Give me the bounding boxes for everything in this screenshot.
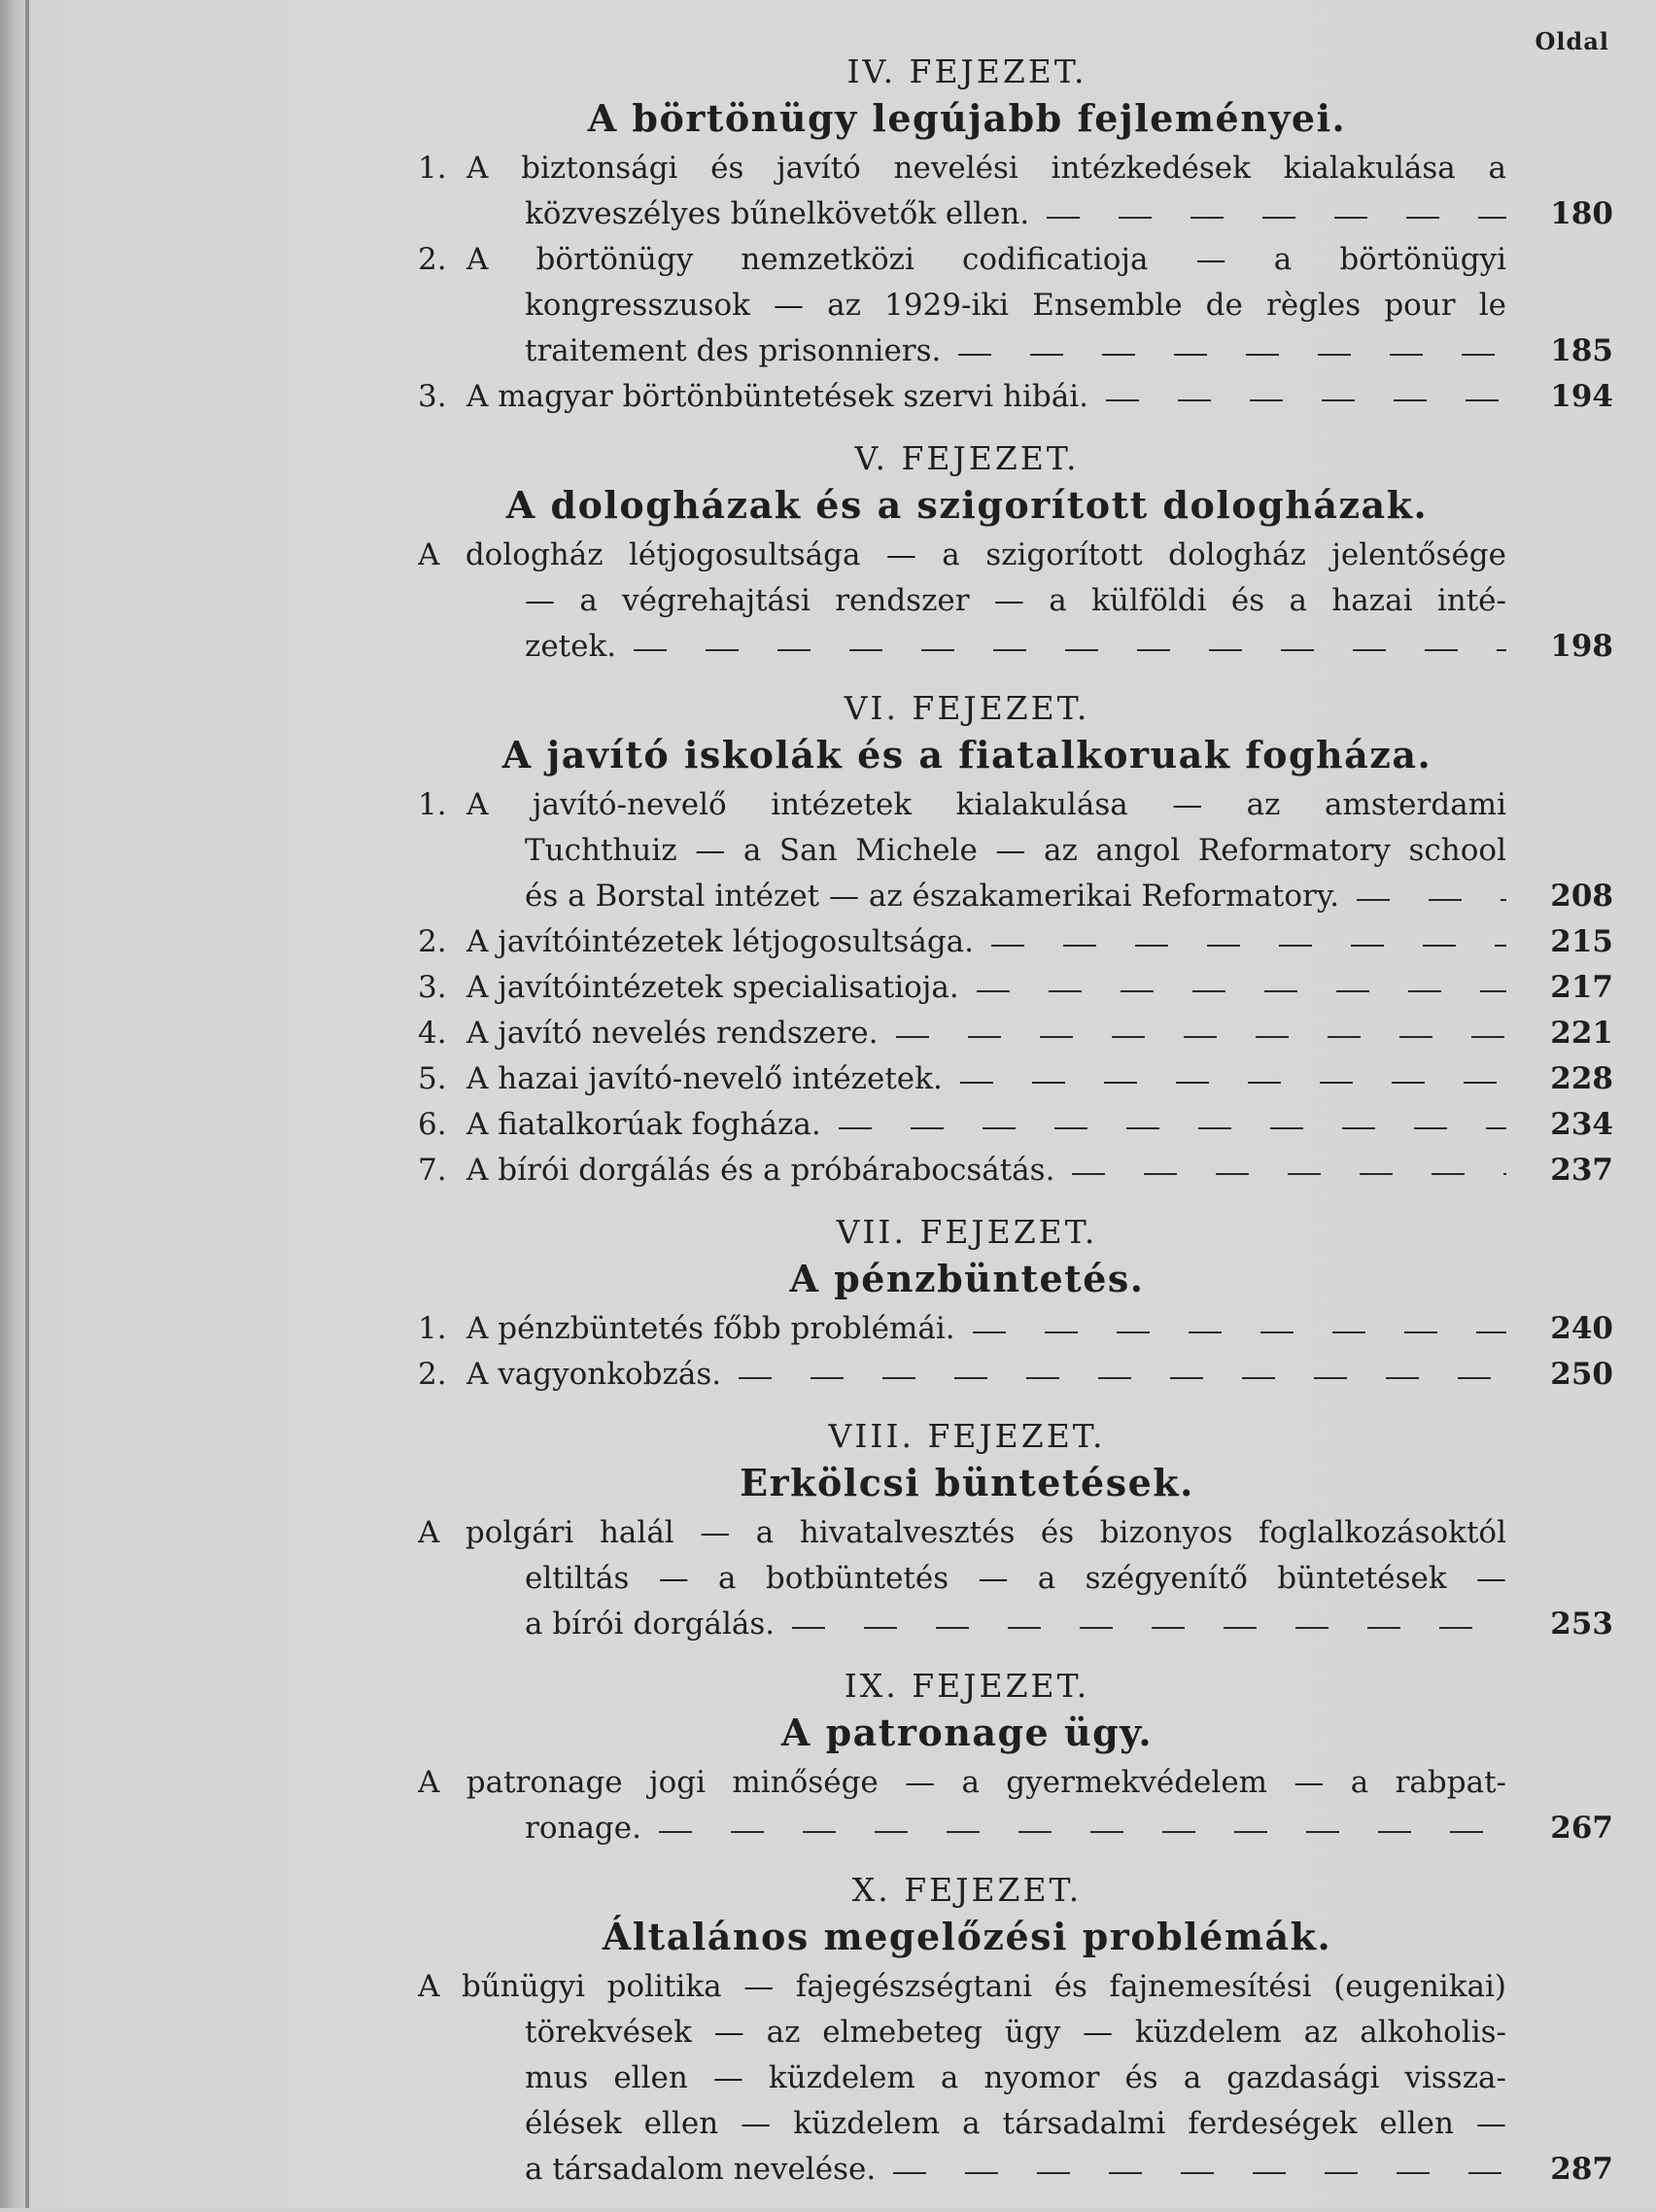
toc-entry-line bbox=[418, 1102, 1506, 1148]
entry-text: ronage. bbox=[525, 1811, 641, 1846]
page-number: 234 bbox=[1550, 1107, 1613, 1142]
page-number: 208 bbox=[1550, 879, 1613, 914]
entry-number: 1. bbox=[418, 151, 447, 186]
chapter-number: V. FEJEZET. bbox=[854, 439, 1080, 477]
dash-leader bbox=[896, 1036, 1506, 1038]
entry-text: a bírói dorgálás. bbox=[525, 1607, 776, 1642]
chapter-number: VIII. FEJEZET. bbox=[828, 1417, 1106, 1455]
toc-entry[interactable] bbox=[418, 1148, 1613, 1193]
chapter-section bbox=[418, 689, 1613, 1193]
page-number: 228 bbox=[1550, 1061, 1613, 1096]
dash-leader bbox=[991, 945, 1506, 947]
book-spine bbox=[25, 0, 29, 2208]
page-column-header: Oldal bbox=[1535, 27, 1609, 55]
entry-number: 2. bbox=[418, 1357, 447, 1392]
chapter-section bbox=[418, 52, 1613, 420]
toc-entry-line bbox=[418, 1760, 1506, 1806]
entry-text: mus ellen — küzdelem a nyomor és a gazdasági vissza- bbox=[525, 2060, 1506, 2095]
toc-entry-line bbox=[418, 237, 1506, 283]
dash-leader bbox=[1072, 1173, 1506, 1175]
chapter-number: VII. FEJEZET. bbox=[836, 1213, 1098, 1251]
entry-text: A javítóintézetek létjogosultsága. bbox=[466, 924, 975, 959]
toc-entry[interactable] bbox=[418, 1011, 1613, 1056]
toc-entry-line bbox=[418, 1306, 1506, 1352]
toc-entry-line bbox=[418, 1964, 1506, 2010]
chapter-title: Általános megelőzési problémák. bbox=[602, 1915, 1332, 1958]
chapter-title: A patronage ügy. bbox=[780, 1711, 1154, 1754]
entry-text: zetek. bbox=[525, 629, 617, 664]
chapter-section bbox=[418, 1417, 1613, 1647]
toc-entry-line bbox=[418, 283, 1506, 328]
toc-entry-line bbox=[418, 1011, 1506, 1056]
page-number: 215 bbox=[1550, 924, 1613, 959]
entry-number: 3. bbox=[418, 379, 447, 414]
entry-number: 3. bbox=[418, 970, 447, 1005]
dash-leader bbox=[977, 990, 1506, 992]
entry-number: 2. bbox=[418, 924, 447, 959]
entry-text: Tuchthuiz — a San Michele — az angol Reformatory school bbox=[525, 833, 1506, 868]
toc-entry[interactable] bbox=[418, 919, 1613, 965]
entry-text: A dologház létjogosultsága — a szigorított dologház jelentősége bbox=[418, 537, 1506, 572]
toc-entry-line bbox=[418, 191, 1506, 237]
entry-text: A bírói dorgálás és a próbárabocsátás. bbox=[466, 1153, 1055, 1188]
chapter-section bbox=[418, 1667, 1613, 1851]
toc-entry-line bbox=[418, 1510, 1506, 1556]
toc-entry[interactable] bbox=[418, 1056, 1613, 1102]
toc-entry[interactable] bbox=[418, 1102, 1613, 1148]
dash-leader bbox=[1357, 899, 1506, 901]
chapter-title: Erkölcsi büntetések. bbox=[740, 1461, 1194, 1504]
toc-entry[interactable] bbox=[418, 965, 1613, 1011]
entry-number: 4. bbox=[418, 1016, 447, 1051]
dash-leader bbox=[839, 1127, 1506, 1129]
page-number: 198 bbox=[1550, 629, 1613, 664]
page-number: 250 bbox=[1550, 1357, 1613, 1392]
toc-entry[interactable] bbox=[418, 374, 1613, 420]
toc-entry-line bbox=[418, 919, 1506, 965]
page-number: 180 bbox=[1550, 196, 1613, 231]
chapter-title: A pénzbüntetés. bbox=[789, 1257, 1145, 1300]
toc-entry-line bbox=[418, 146, 1506, 191]
dash-leader bbox=[1106, 399, 1506, 401]
toc-entry[interactable] bbox=[418, 237, 1613, 374]
entry-text: és a Borstal intézet — az északamerikai Reformatory. bbox=[525, 879, 1340, 914]
entry-text: A vagyonkobzás. bbox=[466, 1357, 722, 1392]
toc-entry-line bbox=[418, 782, 1506, 828]
entry-number: 5. bbox=[418, 1061, 447, 1096]
toc-entry-line bbox=[418, 1352, 1506, 1398]
toc-entry-line bbox=[418, 965, 1506, 1011]
toc-entry-line bbox=[418, 874, 1506, 919]
entry-text: A magyar börtönbüntetések szervi hibái. bbox=[466, 379, 1088, 414]
dash-leader bbox=[973, 1331, 1506, 1333]
toc-entry-line bbox=[418, 374, 1506, 420]
toc-entry-line bbox=[418, 1056, 1506, 1102]
dash-leader bbox=[893, 2172, 1506, 2174]
toc-entry-line bbox=[418, 2010, 1506, 2056]
page-number: 267 bbox=[1550, 1811, 1613, 1846]
dash-leader bbox=[792, 1627, 1506, 1629]
entry-text: A börtönügy nemzetközi codificatioja — a börtönügyi bbox=[466, 242, 1506, 277]
page-number: 194 bbox=[1550, 379, 1613, 414]
dash-leader bbox=[739, 1377, 1506, 1379]
chapter-number: X. FEJEZET. bbox=[851, 1871, 1083, 1909]
chapter-number: IX. FEJEZET. bbox=[844, 1667, 1090, 1705]
entry-text: A pénzbüntetés főbb problémái. bbox=[466, 1311, 955, 1346]
entry-text: — a végrehajtási rendszer — a külföldi és a hazai inté- bbox=[525, 583, 1506, 618]
entry-text: kongresszusok — az 1929-iki Ensemble de règles pour le bbox=[525, 288, 1506, 323]
toc-entry-line bbox=[418, 533, 1506, 578]
entry-text: A polgári halál — a hivatalvesztés és bizonyos foglalkozásoktól bbox=[418, 1515, 1506, 1550]
toc-entry[interactable] bbox=[418, 782, 1613, 919]
page-number: 253 bbox=[1550, 1607, 1613, 1642]
toc-entry[interactable] bbox=[418, 1306, 1613, 1352]
toc-entry-line bbox=[418, 2056, 1506, 2101]
entry-text: A hazai javító-nevelő intézetek. bbox=[466, 1061, 943, 1096]
toc-entry-line bbox=[418, 578, 1506, 624]
chapter-section bbox=[418, 1213, 1613, 1398]
dash-leader bbox=[960, 1082, 1506, 1084]
entry-number: 1. bbox=[418, 1311, 447, 1346]
toc-entry[interactable] bbox=[418, 146, 1613, 237]
table-of-contents bbox=[418, 52, 1613, 2212]
entry-text: A javítóintézetek specialisatioja. bbox=[466, 970, 959, 1005]
page-number: 185 bbox=[1550, 333, 1613, 368]
chapter-title: A javító iskolák és a fiatalkoruak fogháza. bbox=[501, 733, 1432, 777]
chapter-number: IV. FEJEZET. bbox=[846, 52, 1087, 90]
toc-entry[interactable] bbox=[418, 1510, 1613, 1647]
toc-entry-line bbox=[418, 624, 1506, 670]
toc-entry-line bbox=[418, 1148, 1506, 1193]
toc-entry[interactable] bbox=[418, 1964, 1613, 2193]
entry-number: 7. bbox=[418, 1153, 447, 1188]
entry-number: 6. bbox=[418, 1107, 447, 1142]
toc-entry[interactable] bbox=[418, 533, 1613, 670]
entry-text: eltiltás — a botbüntetés — a szégyenítő büntetések — bbox=[525, 1561, 1506, 1596]
chapter-section bbox=[418, 1871, 1613, 2193]
entry-text: A javító-nevelő intézetek kialakulása — az amsterdami bbox=[466, 787, 1506, 822]
toc-entry-line bbox=[418, 328, 1506, 374]
page-number: 221 bbox=[1550, 1016, 1613, 1051]
toc-entry-line bbox=[418, 2101, 1506, 2147]
entry-text: a társadalom nevelése. bbox=[525, 2152, 877, 2187]
entry-number: 1. bbox=[418, 787, 447, 822]
chapter-title: A dologházak és a szigorított dologházak. bbox=[505, 483, 1429, 527]
page-number: 240 bbox=[1550, 1311, 1613, 1346]
entry-number: 2. bbox=[418, 242, 447, 277]
page-number: 237 bbox=[1550, 1153, 1613, 1188]
entry-text: traitement des prisonniers. bbox=[525, 333, 942, 368]
chapter-section bbox=[418, 439, 1613, 670]
dash-leader bbox=[659, 1831, 1506, 1833]
toc-entry-line bbox=[418, 1806, 1506, 1851]
entry-text: A javító nevelés rendszere. bbox=[466, 1016, 879, 1051]
entry-text: élések ellen — küzdelem a társadalmi ferdeségek ellen — bbox=[525, 2106, 1506, 2141]
dash-leader bbox=[634, 649, 1506, 651]
page-number: 287 bbox=[1550, 2152, 1613, 2187]
toc-entry-line bbox=[418, 828, 1506, 874]
toc-entry[interactable] bbox=[418, 1760, 1613, 1851]
entry-text: A biztonsági és javító nevelési intézkedések kialakulása a bbox=[466, 151, 1506, 186]
entry-text: A bűnügyi politika — fajegészségtani és fajnemesítési (eugenikai) bbox=[418, 1969, 1506, 2004]
dash-leader bbox=[1047, 217, 1506, 219]
toc-entry[interactable] bbox=[418, 1352, 1613, 1398]
entry-text: közveszélyes bűnelkövetők ellen. bbox=[525, 196, 1030, 231]
toc-entry-line bbox=[418, 1556, 1506, 1602]
toc-entry-line bbox=[418, 1602, 1506, 1647]
page-number: 217 bbox=[1550, 970, 1613, 1005]
toc-entry-line bbox=[418, 2147, 1506, 2193]
entry-text: törekvések — az elmebeteg ügy — küzdelem az alkoholis- bbox=[525, 2015, 1506, 2050]
dash-leader bbox=[958, 354, 1506, 356]
chapter-title: A börtönügy legújabb fejleményei. bbox=[587, 96, 1347, 140]
entry-text: A patronage jogi minősége — a gyermekvédelem — a rabpat- bbox=[418, 1765, 1506, 1800]
chapter-number: VI. FEJEZET. bbox=[844, 689, 1090, 727]
entry-text: A fiatalkorúak fogháza. bbox=[466, 1107, 821, 1142]
